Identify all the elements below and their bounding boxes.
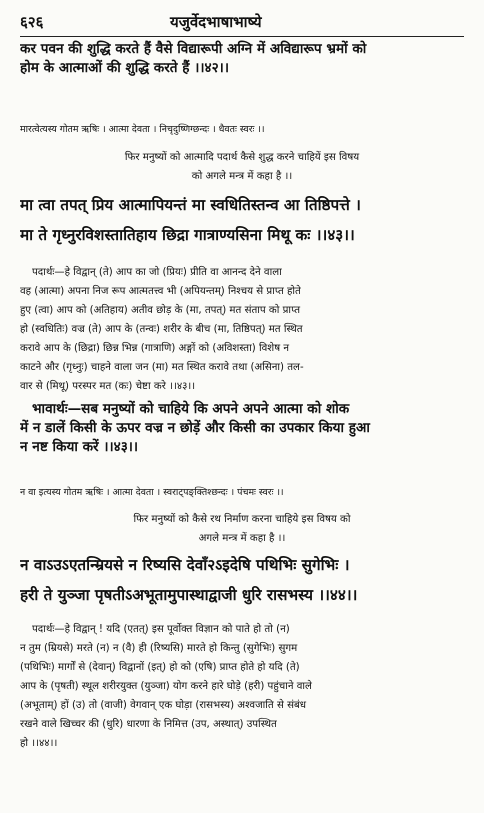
text-line: वह (आत्मा) अपना निज रूप आत्मतत्त्व भी (अपियन्तम्) निश्चय से प्राप्त होते xyxy=(20,286,301,297)
header-rule xyxy=(20,36,464,37)
text-line: में न डालें किसी के ऊपर वज्र न छोड़ें और किसी का उपकार किया हुआ xyxy=(20,420,370,436)
mantra-44-metadata xyxy=(20,484,464,502)
continuation-paragraph xyxy=(20,40,464,78)
text-line: होम के आत्माओं की शुद्धि करते हैं ।।४२।। xyxy=(20,60,229,76)
metadata-line: मारत्वेत्यस्य गोतम ऋषिः । आत्मा देवता । निचृदुष्णिग्छन्दः । धैवतः स्वरः ।। xyxy=(20,124,265,135)
text-line: हो (स्वधितिः) वज्र (ते) आप के (तन्वः) शरीर के बीच (मा, तिष्ठिपत्) मत स्थित xyxy=(20,324,303,335)
text-line: न नष्ट किया करें ।।४३।। xyxy=(20,439,139,455)
mantra-43-intro xyxy=(20,148,464,186)
text-line: पदार्थः—हे विद्वान् ! यदि (एतत्) इस पूर्वोक्त विज्ञान को पाते हो तो (न) xyxy=(32,624,290,635)
verse-line: न वाऽउऽएतन्म्रियसे न रिष्यसि देवाँ२ऽइदेषि पथिभिः सुगेभिः । xyxy=(20,556,350,574)
text-line: आप के (पृषती) स्थूल शरीरयुक्त (युञ्जा) योग करने हारे घोड़े (हरी) पहुंचाने वाले xyxy=(20,681,312,692)
verse-line: हरी ते युञ्जा पृषतीऽअभूतामुपास्थाद्वाजी धुरि रासभस्य ।।४४।। xyxy=(20,586,358,604)
text-line: (अभूताम्) हों (उ) तो (वाजी) वेगवान् एक घोड़ा (रासभस्य) अश्वजाति से संबंध xyxy=(20,700,307,711)
metadata-line: न वा इत्यस्य गोतम ऋषिः । आत्मा देवता । स्वराट्पङ्क्तिश्छन्दः । पंचमः स्वरः ।। xyxy=(20,487,284,498)
mantra-44-verse xyxy=(20,550,464,610)
verse-line: मा त्वा तपत् प्रिय आत्मापियन्तं मा स्वधितिस्तन्व आ तिष्ठिपत्ते । xyxy=(20,196,361,214)
text-line: अगले मन्त्र में कहा है ।। xyxy=(198,533,286,544)
mantra-43-verse xyxy=(20,190,464,250)
mantra-44-intro xyxy=(20,510,464,548)
text-line: रखने वाले खिच्चर की (धुरि) धारणा के निमित्त (उप, अस्थात्) उपस्थित xyxy=(20,719,277,730)
running-title: यजुर्वेदभाषाभाष्ये xyxy=(170,13,262,31)
text-line: वार से (मिथू) परस्पर मत (कः) चेष्टा करे ।।४३।। xyxy=(20,381,196,392)
mantra-44-word-meaning xyxy=(20,620,464,753)
text-line: को अगले मन्त्र में कहा है ।। xyxy=(191,171,293,182)
text-line: हुए (त्वा) आप को (अतिहाय) अतीव छोड़ के (मा, तपत्) मत संताप को प्राप्त xyxy=(20,305,301,316)
text-line: करावे आप के (छिद्रा) छिन्न भिन्न (गात्राणि) अङ्गों को (अविशस्ता) विशेष न xyxy=(20,343,289,354)
text-line: (पथिभिः) मार्गों से (देवान्) विद्वानों (इत्) हो को (एषि) प्राप्त होते हो यदि (ते) xyxy=(20,662,300,673)
mantra-43-purport xyxy=(20,400,464,457)
verse-line: मा ते गृध्नुरविशस्तातिहाय छिद्रा गात्राण्यसिना मिथू कः ।।४३।। xyxy=(20,226,355,244)
mantra-42-metadata xyxy=(20,121,464,139)
text-line: भावार्थः—सब मनुष्यों को चाहिये कि अपने अपने आत्मा को शोक xyxy=(32,401,350,417)
text-line: फिर मनुष्यों को कैसे रथ निर्माण करना चाहिये इस विषय को xyxy=(133,514,351,525)
text-line: हो ।।४४।। xyxy=(20,738,58,749)
text-line: फिर मनुष्यों को आत्मादि पदार्थ कैसे शुद्ध करने चाहियें इस विषय xyxy=(124,152,360,163)
text-line: पदार्थः—हे विद्वान् (ते) आप का जो (प्रियः) प्रीति वा आनन्द देने वाला xyxy=(32,267,282,278)
page-number: ६२६ xyxy=(20,13,44,31)
text-line: कर पवन की शुद्धि करते हैं वैसे विद्यारूपी अग्नि में अविद्यारूप भ्रमों को xyxy=(20,41,367,57)
text-line: न तुम (म्रियसे) मरते (न) न (वै) ही (रिष्यसि) मारते हो किन्तु (सुगेभिः) सुगम xyxy=(20,643,298,654)
mantra-43-word-meaning xyxy=(20,263,464,396)
text-line: काटने और (गृध्नुः) चाहने वाला जन (मा) मत स्थित करावे तथा (असिना) तल- xyxy=(20,362,304,373)
page-header xyxy=(20,12,464,34)
